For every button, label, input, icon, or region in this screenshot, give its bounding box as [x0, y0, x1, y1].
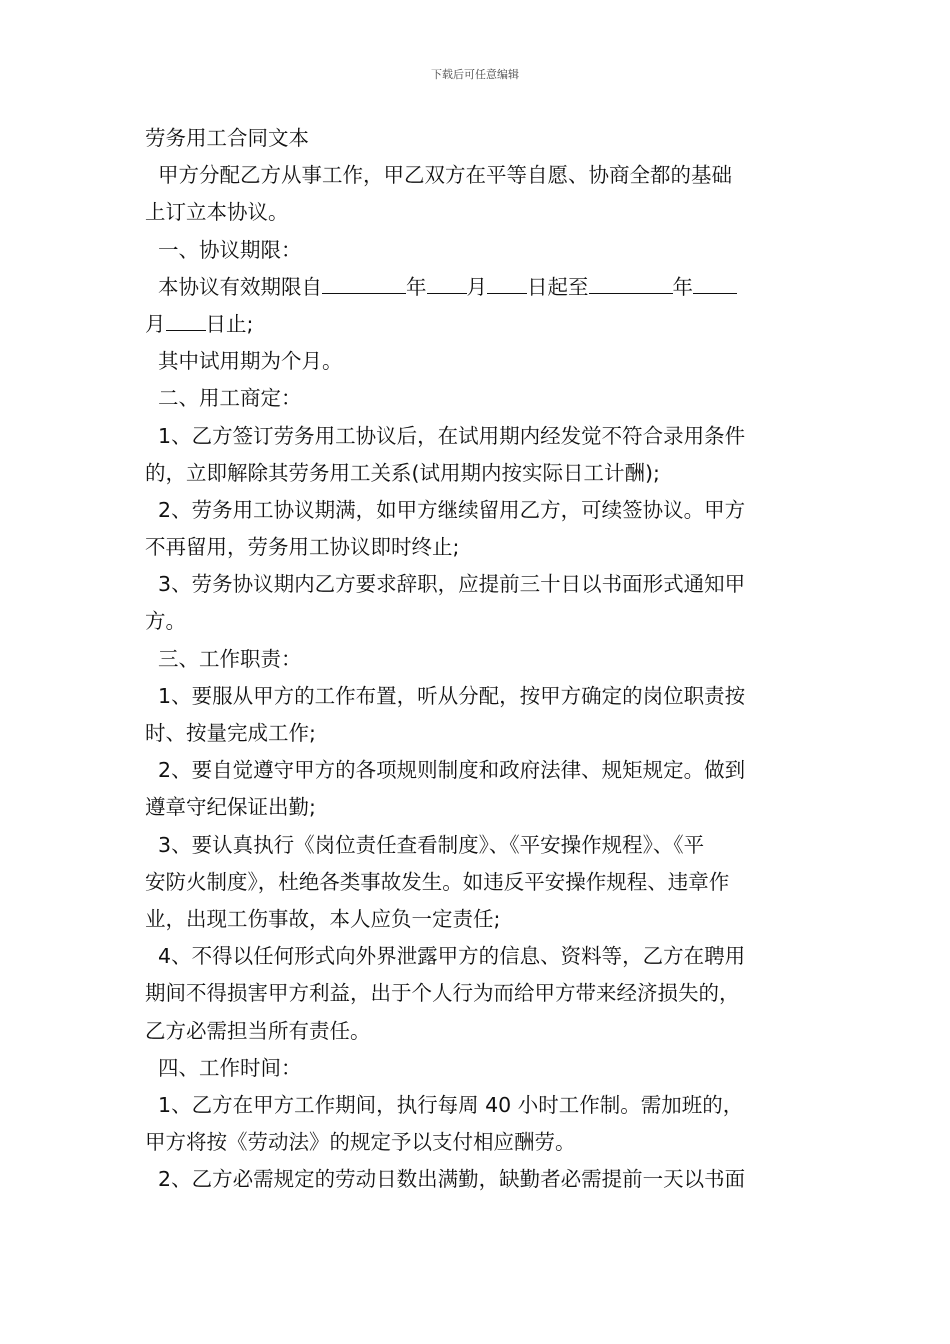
paragraph-line: 1、乙方在甲方工作期间，执行每周 40 小时工作制。需加班的，	[145, 1092, 744, 1117]
blank-start-month[interactable]	[427, 271, 467, 294]
document-title: 劳务用工合同文本	[145, 126, 309, 150]
blank-start-day[interactable]	[487, 271, 527, 294]
blank-end-day[interactable]	[166, 308, 206, 331]
period-day-to-label: 日起至	[527, 274, 589, 299]
paragraph-line: 乙方必需担当所有责任。	[145, 1018, 371, 1043]
paragraph-line: 2、劳务用工协议期满，如甲方继续留用乙方，可续签协议。甲方	[145, 497, 746, 522]
paragraph-line: 4、不得以任何形式向外界泄露甲方的信息、资料等，乙方在聘用	[145, 944, 746, 969]
paragraph-line: 2、乙方必需规定的劳动日数出满勤，缺勤者必需提前一天以书面	[145, 1167, 746, 1192]
paragraph-line: 遵章守纪保证出勤;	[145, 795, 316, 820]
period-day-end-label: 日止;	[205, 311, 254, 336]
blank-end-month-part[interactable]	[693, 271, 737, 294]
paragraph-line: 1、要服从甲方的工作布置，听从分配，按甲方确定的岗位职责按	[145, 683, 746, 708]
period-year2-label: 年	[672, 274, 694, 299]
period-month2-label: 月	[145, 311, 166, 336]
paragraph-line: 甲方将按《劳动法》的规定予以支付相应酬劳。	[145, 1130, 576, 1155]
section-heading: 四、工作时间：	[145, 1055, 302, 1080]
period-line-1	[145, 269, 807, 306]
paragraph-line: 业，出现工伤事故，本人应负一定责任;	[145, 906, 501, 931]
paragraph-line: 1、乙方签订劳务用工协议后，在试用期内经发觉不符合录用条件	[145, 423, 746, 448]
paragraph-line: 2、要自觉遵守甲方的各项规则制度和政府法律、规矩规定。做到	[145, 758, 746, 783]
section-heading: 一、协议期限：	[145, 237, 302, 262]
paragraph-line: 方。	[145, 609, 186, 634]
paragraph-line: 甲方分配乙方从事工作，甲乙双方在平等自愿、协商全都的基础	[145, 163, 733, 188]
period-prefix: 本协议有效期限自	[158, 274, 323, 299]
page-header: 下载后可任意编辑	[431, 68, 519, 81]
paragraph-line: 时、按量完成工作;	[145, 721, 316, 745]
blank-start-year[interactable]	[322, 271, 406, 294]
paragraph-line: 其中试用期为个月。	[145, 349, 343, 374]
period-year-label: 年	[406, 274, 427, 299]
paragraph-line: 安防火制度》，杜绝各类事故发生。如违反平安操作规程、违章作	[145, 869, 730, 894]
section-heading: 二、用工商定：	[145, 386, 302, 411]
paragraph-line: 的，立即解除其劳务用工关系(试用期内按实际日工计酬);	[145, 460, 660, 485]
paragraph-line: 上订立本协议。	[145, 200, 289, 225]
paragraph-line: 不再留用，劳务用工协议即时终止;	[145, 535, 460, 560]
blank-end-year[interactable]	[589, 271, 673, 294]
paragraph-line: 3、劳务协议期内乙方要求辞职，应提前三十日以书面形式通知甲	[145, 572, 746, 597]
paragraph-line: 3、要认真执行《岗位责任查看制度》、《平安操作规程》、《平	[145, 832, 705, 857]
period-line-2	[145, 306, 807, 343]
document-body	[145, 120, 807, 1198]
period-month-label: 月	[466, 274, 488, 299]
paragraph-line: 期间不得损害甲方利益，出于个人行为而给甲方带来经济损失的，	[145, 981, 740, 1006]
section-heading: 三、工作职责：	[145, 646, 302, 671]
